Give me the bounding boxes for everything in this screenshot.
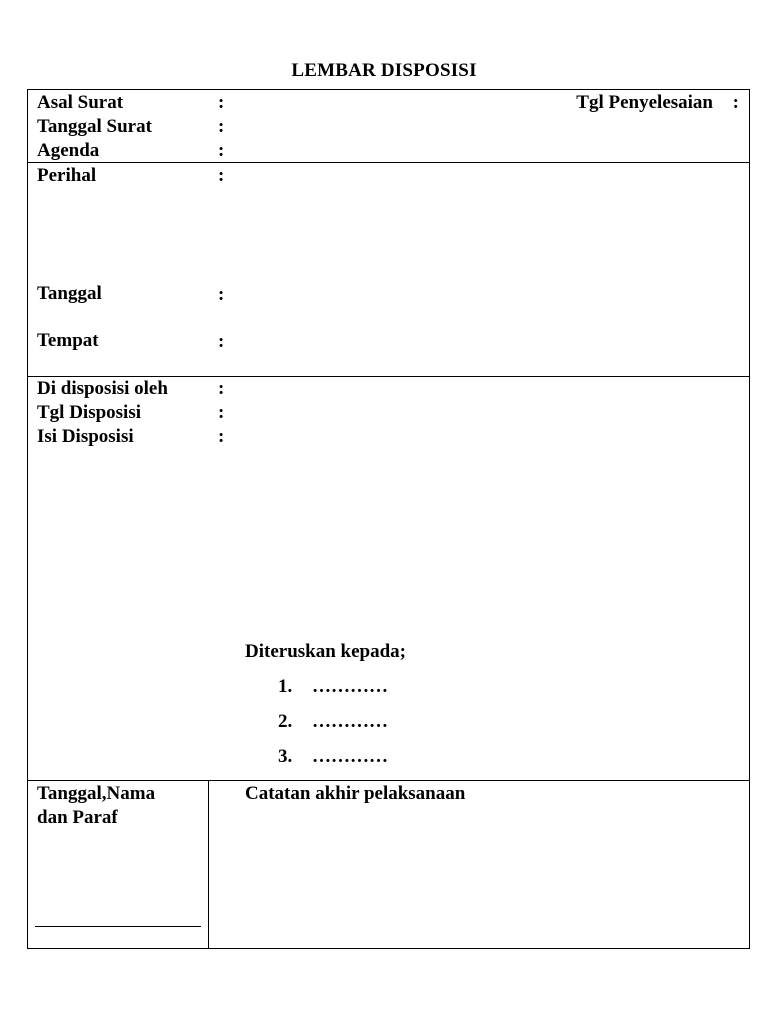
label-agenda: Agenda xyxy=(37,140,100,161)
divider xyxy=(28,162,749,163)
label-tanggal-surat: Tanggal Surat xyxy=(37,116,152,137)
form-title: LEMBAR DISPOSISI xyxy=(291,60,477,81)
colon: : xyxy=(218,378,225,399)
divider xyxy=(28,780,749,781)
colon: : xyxy=(732,92,739,113)
recipient-number: 2. xyxy=(278,711,293,732)
label-diteruskan-kepada: Diteruskan kepada; xyxy=(245,641,406,662)
colon: : xyxy=(218,331,225,352)
disposition-form xyxy=(27,89,750,949)
label-tgl-disposisi: Tgl Disposisi xyxy=(37,402,142,423)
label-catatan-akhir: Catatan akhir pelaksanaan xyxy=(245,783,466,804)
signature-line xyxy=(35,926,201,927)
label-tgl-penyelesaian: Tgl Penyelesaian xyxy=(576,92,713,113)
label-tanggal-nama: Tanggal,Nama xyxy=(37,783,156,804)
colon: : xyxy=(218,284,225,305)
label-asal-surat: Asal Surat xyxy=(37,92,124,113)
label-di-disposisi-oleh: Di disposisi oleh xyxy=(37,378,168,399)
colon: : xyxy=(218,116,225,137)
recipient-blank: ………… xyxy=(312,676,388,697)
recipient-blank: ………… xyxy=(312,711,388,732)
label-isi-disposisi: Isi Disposisi xyxy=(37,426,134,447)
colon: : xyxy=(218,140,225,161)
colon: : xyxy=(218,92,225,113)
label-perihal: Perihal xyxy=(37,165,97,186)
label-dan-paraf: dan Paraf xyxy=(37,807,118,828)
label-tempat: Tempat xyxy=(37,330,99,351)
recipient-number: 3. xyxy=(278,746,293,767)
recipient-number: 1. xyxy=(278,676,293,697)
recipient-blank: ………… xyxy=(312,746,388,767)
label-tanggal: Tanggal xyxy=(37,283,102,304)
colon: : xyxy=(218,165,225,186)
colon: : xyxy=(218,426,225,447)
colon: : xyxy=(218,402,225,423)
column-divider xyxy=(208,780,209,949)
